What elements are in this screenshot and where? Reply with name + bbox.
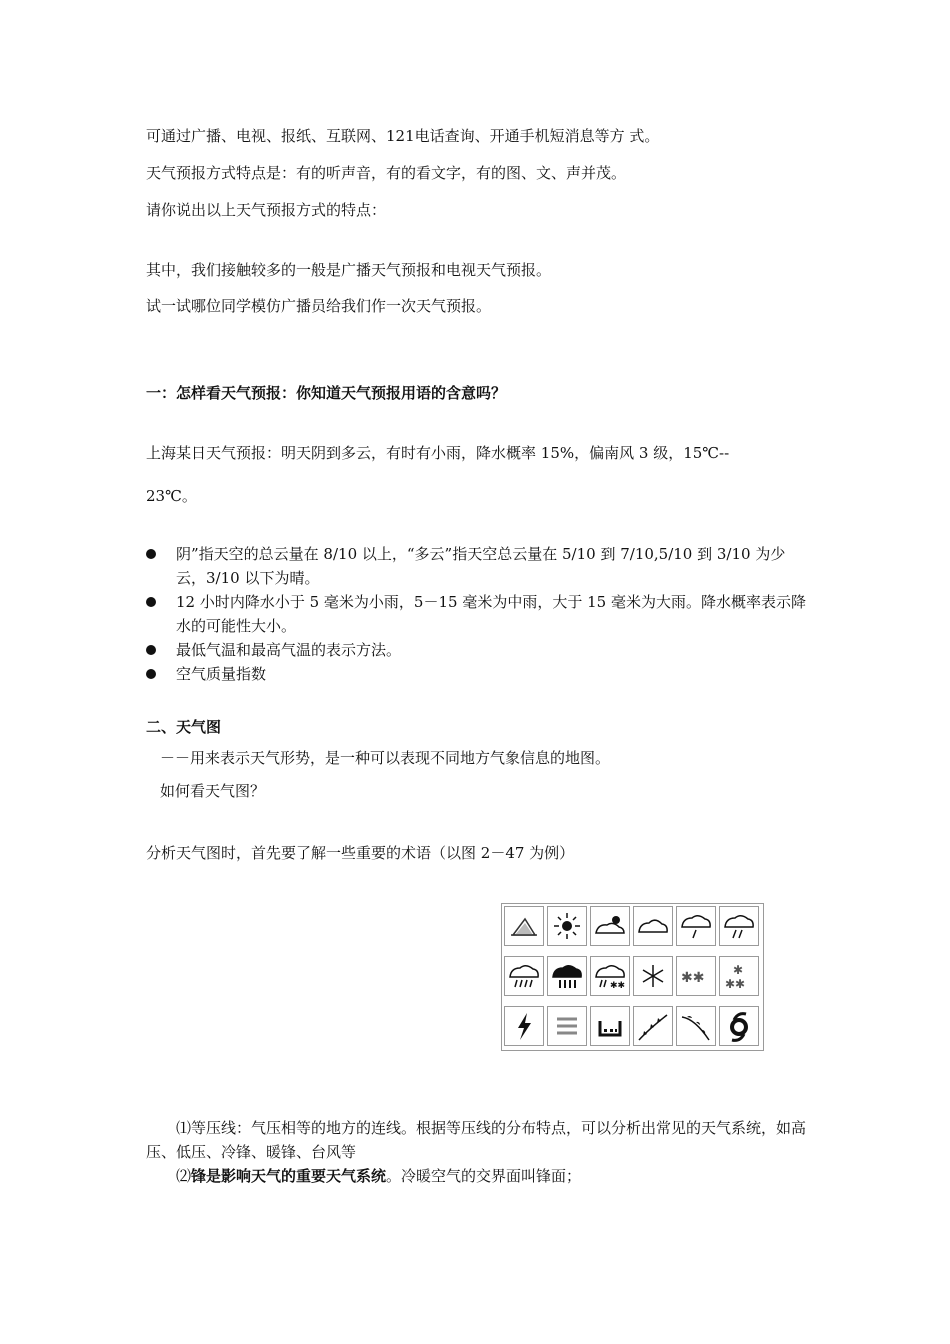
list-item: 最低气温和最高气温的表示方法。	[146, 638, 806, 662]
svg-text:✱✱: ✱✱	[681, 970, 705, 986]
section2-heading: 二、天气图	[146, 718, 222, 736]
intro-line-3: 请你说出以上天气预报方式的特点：	[146, 201, 387, 219]
svg-text:✱✱: ✱✱	[725, 977, 746, 991]
section1-heading: 一：怎样看天气预报：你知道天气预报用语的含意吗？	[146, 384, 507, 402]
typhoon-icon	[719, 1006, 759, 1046]
light-rain-icon	[676, 906, 716, 946]
heavy-rain-icon	[504, 956, 544, 996]
cold-front-icon	[633, 1006, 673, 1046]
intro-line-4: 其中，我们接触较多的一般是广播天气预报和电视天气预报。	[146, 261, 552, 279]
isobar-paragraph: ⑴等压线：气压相等的地方的连线。根据等压线的分布特点，可以分析出常见的天气系统，如高压、低压、冷锋、暖锋、台风等	[146, 1119, 807, 1161]
cloudy-icon	[633, 906, 673, 946]
intro-line-1: 可通过广播、电视、报纸、互联网、121电话查询、开通手机短消息等方 式。	[146, 127, 660, 145]
bullet-icon	[146, 549, 156, 559]
partly-cloudy-icon	[590, 906, 630, 946]
light-snow-icon	[633, 956, 673, 996]
warm-front-icon	[676, 1006, 716, 1046]
weather-map-definition: －－用来表示天气形势，是一种可以表现不同地方气象信息的地图。	[160, 749, 611, 767]
heavy-snow-icon	[719, 956, 759, 996]
sandstorm-icon	[590, 1006, 630, 1046]
thunder-icon	[504, 1006, 544, 1046]
sleet-icon	[590, 956, 630, 996]
list-item: 12 小时内降水小于 5 毫米为小雨，5－15 毫米为中雨，大于 15 毫米为大雨。降水概率表示降水的可能性大小。	[146, 590, 806, 638]
forecast-example-line-2: 23℃。	[146, 487, 197, 505]
front-paragraph: ⑵锋是影响天气的重要天气系统。冷暖空气的交界面叫锋面；	[176, 1167, 582, 1185]
bullet-icon	[146, 645, 156, 655]
moderate-snow-icon	[676, 956, 716, 996]
bullet-icon	[146, 669, 156, 679]
svg-text:✱: ✱	[733, 963, 744, 977]
intro-line-2: 天气预报方式特点是：有的听声音，有的看文字，有的图、文、声并茂。	[146, 164, 627, 182]
haze-icon	[504, 906, 544, 946]
forecast-example-line-1: 上海某日天气预报：明天阴到多云，有时有小雨，降水概率 15%，偏南风 3 级，15℃--	[146, 444, 730, 462]
term-bullet-list	[146, 542, 806, 686]
bullet-icon	[146, 597, 156, 607]
rainstorm-icon	[547, 956, 587, 996]
sunny-icon	[547, 906, 587, 946]
weather-map-question: 如何看天气图？	[160, 782, 266, 800]
moderate-rain-icon	[719, 906, 759, 946]
weather-symbol-table	[501, 903, 764, 1051]
list-item: 空气质量指数	[146, 662, 806, 686]
terms-intro: 分析天气图时，首先要了解一些重要的术语（以图 2－47 为例）	[146, 844, 575, 862]
fog-icon	[547, 1006, 587, 1046]
intro-line-5: 试一试哪位同学模仿广播员给我们作一次天气预报。	[146, 297, 492, 315]
svg-text:✱✱: ✱✱	[610, 981, 626, 991]
list-item: 阴”指天空的总云量在 8/10 以上，“多云”指天空总云量在 5/10 到 7/10,5/10 到 3/10 为少云，3/10 以下为晴。	[146, 542, 806, 590]
